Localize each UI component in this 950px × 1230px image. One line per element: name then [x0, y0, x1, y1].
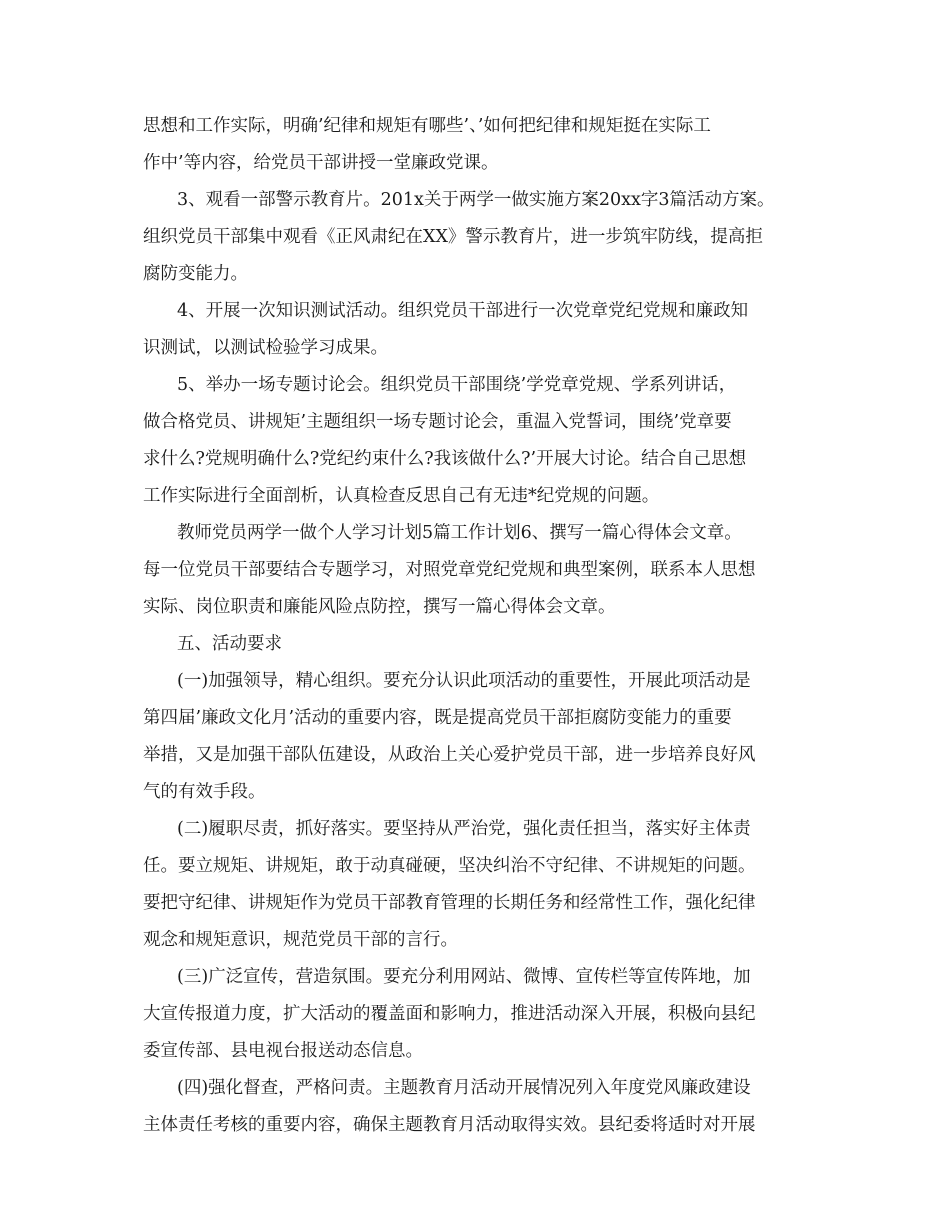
text-line: 4、开展一次知识测试活动。组织党员干部进行一次党章党纪党规和廉政知: [177, 301, 749, 321]
text-line: 第四届’廉政文化月’活动的重要内容，既是提高党员干部拒腐防变能力的重要: [143, 708, 732, 728]
text-line: 实际、岗位职责和廉能风险点防控，撰写一篇心得体会文章。: [143, 597, 616, 617]
text-line: 组织党员干部集中观看《正风肃纪在XX》警示教育片，进一步筑牢防线，提高拒: [143, 227, 763, 247]
text-line: 委宣传部、县电视台报送动态信息。: [143, 1041, 423, 1061]
text-line: (四)强化督查，严格问责。主题教育月活动开展情况列入年度党风廉政建设: [177, 1078, 751, 1098]
text-line: 作中’等内容，给党员干部讲授一堂廉政党课。: [143, 153, 499, 173]
text-line: 举措，又是加强干部队伍建设，从政治上关心爱护党员干部，进一步培养良好风: [143, 745, 756, 765]
text-line: 观念和规矩意识，规范党员干部的言行。: [143, 930, 458, 950]
text-line: 教师党员两学一做个人学习计划5篇工作计划6、撰写一篇心得体会文章。: [177, 523, 742, 543]
text-line: 五、活动要求: [177, 634, 282, 654]
text-line: 大宣传报道力度，扩大活动的覆盖面和影响力，推进活动深入开展，积极向县纪: [143, 1004, 756, 1024]
text-line: 要把守纪律、讲规矩作为党员干部教育管理的长期任务和经常性工作，强化纪律: [143, 893, 756, 913]
text-line: (三)广泛宣传，营造氛围。要充分利用网站、微博、宣传栏等宣传阵地，加: [177, 967, 751, 987]
text-line: 5、举办一场专题讨论会。组织党员干部围绕’学党章党规、学系列讲话，: [177, 375, 737, 395]
text-line: (二)履职尽责，抓好落实。要坚持从严治党，强化责任担当，落实好主体责: [177, 819, 751, 839]
text-line: (一)加强领导，精心组织。要充分认识此项活动的重要性，开展此项活动是: [177, 671, 751, 691]
text-line: 识测试，以测试检验学习成果。: [143, 338, 388, 358]
text-line: 工作实际进行全面剖析，认真检查反思自己有无违*纪党规的问题。: [143, 486, 660, 506]
text-line: 腐防变能力。: [143, 264, 248, 284]
text-line: 气的有效手段。: [143, 782, 266, 802]
text-line: 求什么?党规明确什么?党纪约束什么?我该做什么?’开展大讨论。结合自己思想: [143, 449, 747, 469]
text-line: 主体责任考核的重要内容，确保主题教育月活动取得实效。县纪委将适时对开展: [143, 1115, 756, 1135]
text-line: 做合格党员、讲规矩’主题组织一场专题讨论会，重温入党誓词，围绕’党章要: [143, 412, 732, 432]
text-line: 每一位党员干部要结合专题学习，对照党章党纪党规和典型案例，联系本人思想: [143, 560, 756, 580]
text-line: 思想和工作实际，明确’纪律和规矩有哪些’、’如何把纪律和规矩挺在实际工: [143, 116, 711, 136]
document-body: [143, 108, 811, 1144]
text-line: 3、观看一部警示教育片。201x关于两学一做实施方案20xx字3篇活动方案。: [177, 190, 775, 210]
text-line: 任。要立规矩、讲规矩，敢于动真碰硬，坚决纠治不守纪律、不讲规矩的问题。: [143, 856, 756, 876]
